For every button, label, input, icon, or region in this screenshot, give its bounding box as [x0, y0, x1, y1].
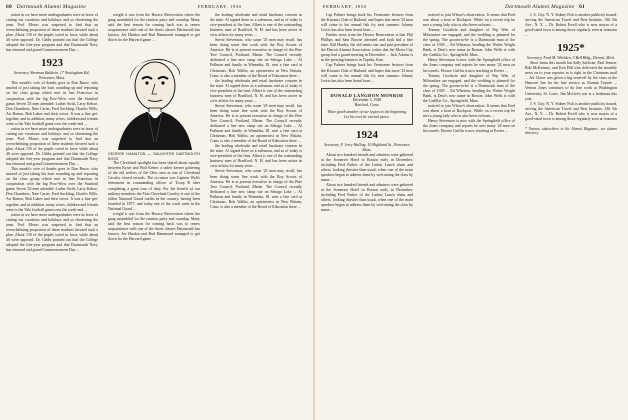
left-month: FEBRUARY, 1950	[198, 4, 242, 9]
col5-body-cont3: Henry Stevenson is now with the Springfield office of the Jones company and reports he sees many '24 men on his travels. Horace Griffin is now teaching at Exeter ...	[423, 118, 515, 134]
col3-body-cont: the leading wholesale and retail hardware concern in the state. Al signed there as a salesman, and as of today is vice-president of the firm. Albert is one of the outstanding business men of Bradford, N. H. and has been active in civic affairs for many years ...	[210, 78, 302, 103]
col4-body-cont: Cap Palmer brings back his Vermonter lectures from the Kiwanis Club of Rutland, and hopes that more '23 men will come to his annual fish fry next summer. Johnny Lewis has also been heard from ...	[321, 63, 413, 83]
column-2	[108, 13, 200, 242]
left-page-number: 60	[6, 4, 12, 10]
col3-top-text: the leading wholesale and retail hardware concern in the state. Al signed there as a salesman, and as of today is vice-president of the firm. Albert is one of the outstanding business men of Bradford, N. H. and has been active in civic affairs for many years ...	[210, 13, 302, 38]
col3-body-cont3: the leading wholesale and retail hardware concern in the state. Al signed there as a salesman, and as of today is vice-president of the firm. Albert is one of the outstanding business men of Bradford, N. H. and has been active in civic affairs for many years ...	[210, 144, 302, 169]
col6-body-cont: J. S. City, N. Y. Sidney Fish is another publicity hound, serving the American Travel and Rest Institute, 336 5th Ave., N. Y. ... Dr. Robert Ewell who is now mayor of a good-sized town is among those regularly seen at reunions ...	[525, 101, 617, 126]
right-running-head	[505, 4, 585, 10]
right-page	[315, 0, 628, 420]
memorial-date: December 3, 1948	[352, 97, 382, 102]
memorial-quote: Thine goeth another of our legion to the beginning. Let his ever be eternal peace.	[327, 109, 407, 119]
right-page-number: 61	[579, 4, 586, 10]
col3-body-cont4: Stevie Stevenson, who some '23 men may recall, has been doing some fine work with the Boy Scouts of America. He is at present executive in charge of the Pine Tree Council, Portland, Maine. The Council recently dedicated a fine new camp site on Sebago Lake ... Al Pullman and family in Winnetka, Ill. sent a fine card at Christmas. Bob Wallin, an optometrist in New Britain, Conn. is also a member of the Board of Education there ...	[210, 169, 302, 209]
class-secretary-1925: Secretary, Ford M. Whelden, 5 Bell Bldg., Detroit, Mich.	[526, 56, 616, 61]
col5-body-cont: Tommy Goodwin and daughter of Pep Weir of Milwaukee are engaged, and the wedding is planned for the spring. The groom-to-be is a Dartmouth man of the class of 1949 ... Ed Wheaton, heading the Walter Wright Bank, is Dear's new name in Boston. John Wells is with the Cadillac Co., Springfield, Mass.	[423, 73, 515, 103]
class-year-heading: 1923	[41, 57, 63, 70]
class-year-heading-1924: 1924	[356, 128, 378, 141]
col1-body-cont: ration in we have more undergraduates were in favor of cutting out vacations and holidays and so shortening the term. Prof. Moses was surprised to find that an overwhelming proportion of these students favored such a plan. About 150 of the pupils voted in favor while about 40 were opposed. Dr. Gibbs pointed out that the College adopted the five-year program and that Dartmouth Navy has returned and grand Commencement Day ...	[6, 126, 98, 167]
memorial-box	[321, 88, 413, 125]
col1-body-cont3: ration in we have more undergraduates were in favor of cutting out vacations and holidays and so shortening the term. Prof. Moses was surprised to find that an overwhelming proportion of these students favored such a plan. About 150 of the pupils voted in favor while about 40 were opposed. Dr. Gibbs pointed out that the College adopted the five-year program and that Dartmouth Navy has returned and grand Commencement Day ...	[6, 212, 98, 252]
class-secretary-1924: Secretary, F. Jerry Walling, 10 Highland St., Worcester, Mass.	[324, 142, 410, 152]
col5-body2: Henry Stevenson is now with the Springfield office of the Jones company and reports he sees many '24 men on his travels. Horace Griffin is now teaching at Exeter ...	[423, 58, 515, 73]
col5-top-text: noticed to join Whose's observation. It seems that Fred was about a boat at Rockport. While on a recent trip he met a young lady who is also keen on boats ...	[423, 13, 515, 28]
portrait-caption: GEORGE HAMILTON — DAUGHTER DARTMOUTH BOSS	[108, 152, 200, 161]
column-5	[423, 13, 515, 134]
col2-body: The Cleveland spotlight has been shared about equally between Kyser and Walt Keene, a rather keener gathering of the old settlers of the Ohio area as one of Cleveland Cavalry closed records. The occasion was Captain Walt's retirement as commanding officer of Troop B after completing a great tour of duty. For the benefit of our military members the First Cleveland Cavalry is one of the oldest National Guard outfits in the country, having been founded in 1877, and today one of the crack units in the National Guard ...	[108, 161, 200, 211]
col6-body: Short items this month but Sally Sullivan, Paul Jenson, Bob McKenney, and Ken Hill who delivered the monthly news on to your reporter as is right in the Christmas mail ... Joe Chase was given a big send-off by the class at the Hanover Inn for his fine service as Alumni Trustee ... Vernon Jones continues to do fine work at Washington University, St. Louis. Jim McGee's son is a freshman this year.	[525, 61, 617, 101]
memorial-name: DONALD LANGDON MONROE	[330, 92, 404, 98]
col2-body-cont: weight it was from the Horace Reservation where the gang assembled for the reunion party and roundup. Many said the best reason for coming back was to renew acquaintance with one of the finest classes Dartmouth has known. Joe Hanlon and Bud Hammond managed to get down for the Harvard game ...	[108, 211, 200, 241]
col2-top-text: weight it was from the Horace Reservation where the gang assembled for the reunion party and roundup. Many said the best reason for coming back was to renew acquaintance with one of the finest classes Dartmouth has known. Joe Hanlon and Bud Hammond managed to get down for the Harvard game ...	[108, 13, 200, 43]
col4b-body: About two hundred friends and admirers were gathered at the Somerset Hotel in Boston early in December, including Fred Parker of the Larkin Lunch chain and others, looking thirstier than usual, when one of the main speakers began to address them by welcoming the class by name ...	[321, 152, 413, 182]
col6-footnote: * Tumors, subscribers to the Alumni Magazine, see alumni directory.	[525, 126, 617, 136]
col4-top-text: Cap Palmer brings back his Vermonter lectures from the Kiwanis Club of Rutland, and hopes that more '23 men will come to his annual fish fry next summer. Johnny Lewis has also been heard from ...	[321, 13, 413, 33]
col1-body-cont2: This month's vote of thanks goes to Dan Bruce, who instead of just taking the boat rounding up and reporting on the class group which met in San Francisco in conjunction with the big Pow-Wow over the Stanford game. Seven '23 men attended: Luther Swift, Larry Kehoe, Don Chambers, Nate Carter, Fred Suckling, Charles Wills, Art Barton, Bob Lukes and their wives. It was a fine get-together, and in addition, many wives, children and friends went to the Yale football game over the week-end ...	[6, 167, 98, 212]
col1-body: This month's vote of thanks goes to Dan Bruce, who instead of just taking the boat rounding up and reporting on the class group which met in San Francisco in conjunction with the big Pow-Wow over the Stanford game. Seven '23 men attended: Luther Swift, Larry Kehoe, Don Chambers, Nate Carter, Fred Suckling, Charles Wills, Art Barton, Bob Lukes and their wives. It was a fine get-together, and in addition, many wives, children and friends went to the Yale football game over the week-end ...	[6, 81, 98, 126]
col4-body: Further news from the Horace Reservation is that Phil Phillips and Sam Bowne attended and both had a fine time. Bill Hanley, the old tennis star and past president of the Detroit Alumni Association, writes that the Motor City group had a grand meeting in December ... Jack Adams is in the pressing business in Topeka, Kan.	[321, 33, 413, 63]
memorial-place: Hartford, Conn.	[354, 102, 380, 107]
left-running-head	[6, 4, 86, 10]
right-running-head-title: Dartmouth Alumni Magazine	[505, 4, 575, 10]
col3-body: Stevie Stevenson, who some '23 men may recall, has been doing some fine work with the Boy Scouts of America. He is at present executive in charge of the Pine Tree Council, Portland, Maine. The Council recently dedicated a fine new camp site on Sebago Lake ... Al Pullman and family in Winnetka, Ill. sent a fine card at Christmas. Bob Wallin, an optometrist in New Britain, Conn. is also a member of the Board of Education there ...	[210, 38, 302, 78]
left-running-head-title: Dartmouth Alumni Magazine	[16, 4, 87, 10]
right-month: FEBRUARY, 1950	[323, 4, 367, 9]
col1-top-text: ration in we have more undergraduates were in favor of cutting out vacations and holidays and so shortening the term. Prof. Moses was surprised to find that an overwhelming proportion of these students favored such a plan. About 150 of the pupils voted in favor while about 40 were opposed. Dr. Gibbs pointed out that the College adopted the five-year program and that Dartmouth Navy has returned and grand Commencement Day ...	[6, 13, 98, 53]
column-1	[6, 13, 98, 253]
col6-top-text: J. S. City, N. Y. Sidney Fish is another publicity hound, serving the American Travel and Rest Institute, 336 5th Ave., N. Y. ... Dr. Robert Ewell who is now mayor of a good-sized town is among those regularly seen at reunions ...	[525, 13, 617, 38]
column-4	[321, 13, 413, 213]
col4b-body-cont: About two hundred friends and admirers were gathered at the Somerset Hotel in Boston early in December, including Fred Parker of the Larkin Lunch chain and others, looking thirstier than usual, when one of the main speakers began to address them by welcoming the class by name ...	[321, 182, 413, 213]
class-year-heading-1925: 1925*	[557, 42, 585, 55]
class-secretary: Secretary, Sherman Baldwin, 17 Nottingham Rd., Worcester, Mass.	[13, 71, 91, 81]
column-3	[210, 13, 302, 210]
column-6	[525, 13, 617, 136]
left-page	[0, 0, 313, 420]
col5-body-cont2: noticed to join Whose's observation. It seems that Fred was about a boat at Rockport. While on a recent trip he met a young lady who is also keen on boats ...	[423, 103, 515, 118]
caricature-drawing	[108, 46, 200, 150]
col3-body-cont2: Stevie Stevenson, who some '23 men may recall, has been doing some fine work with the Boy Scouts of America. He is at present executive in charge of the Pine Tree Council, Portland, Maine. The Council recently dedicated a fine new camp site on Sebago Lake ... Al Pullman and family in Winnetka, Ill. sent a fine card at Christmas. Bob Wallin, an optometrist in New Britain, Conn. is also a member of the Board of Education there ...	[210, 103, 302, 144]
portrait-caricature	[108, 46, 200, 150]
col5-body: Tommy Goodwin and daughter of Pep Weir of Milwaukee are engaged, and the wedding is planned for the spring. The groom-to-be is a Dartmouth man of the class of 1949 ... Ed Wheaton, heading the Walter Wright Bank, is Dear's new name in Boston. John Wells is with the Cadillac Co., Springfield, Mass.	[423, 28, 515, 58]
